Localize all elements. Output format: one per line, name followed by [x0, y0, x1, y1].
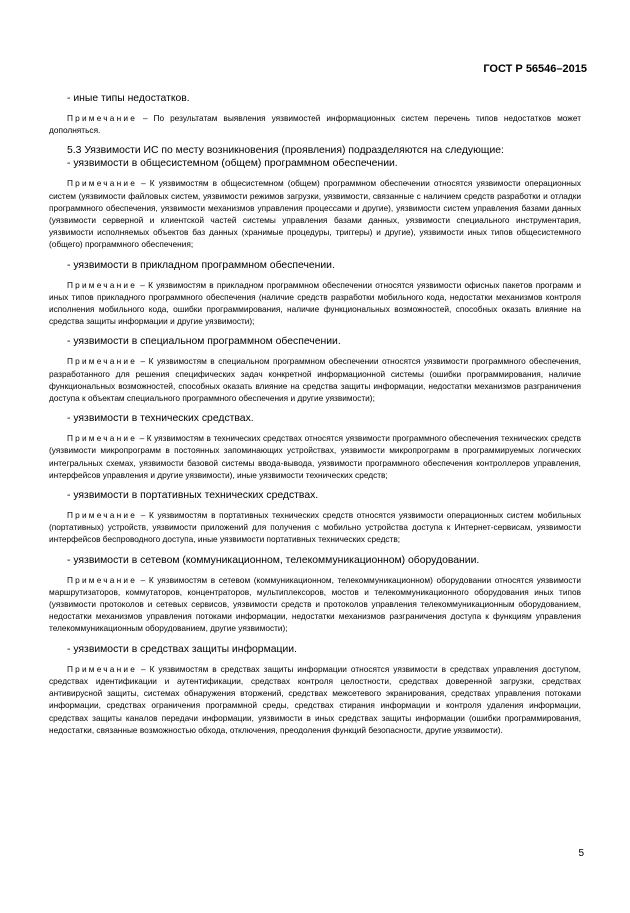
note-label: Примечание: [67, 574, 138, 585]
note-text: – К уязвимостям в сетевом (коммуникационном, телекоммуникационном) оборудовании относятся уязвимости маршрутизаторов, коммутаторов, концентраторов, мультиплексоров, мостов и телекоммуникационного оборудования иных типов (уязвимости протоколов и сетевых сервисов, уязвимости средств и протоколов управления телекоммуникационным оборудованием, недостатки механизмов управления потоками информации, недостатки механизмов разграничения доступа к функциям управления телекоммуникационным оборудованием, другие уязвимости);: [49, 574, 581, 634]
list-item: - уязвимости в портативных технических средствах.: [67, 490, 319, 502]
note-label: Примечание: [67, 433, 138, 444]
note-label: Примечание: [67, 113, 138, 123]
list-item: - иные типы недостатков.: [67, 93, 190, 104]
note-text: – К уязвимостям в портативных технических средств относятся уязвимости операционных систем мобильных (портативных) устройств, уязвимости приложений для получения с мобильно устройства доступа к Интернет-сервисам, уязвимости интерфейсов беспроводного доступа, иные уязвимости портативных технических средств;: [49, 510, 581, 545]
list-item: - уязвимости в сетевом (коммуникационном, телекоммуникационном) оборудовании.: [67, 554, 480, 566]
note: [49, 355, 581, 404]
list-item: - уязвимости в специальном программном обеспечении.: [67, 336, 341, 348]
note: [49, 112, 581, 136]
note-label: Примечание: [67, 178, 138, 189]
note-label: Примечание: [67, 356, 138, 367]
note-text: – К уязвимостям в общесистемном (общем) программном обеспечении относятся уязвимости операционных систем (уязвимости файловых систем, уязвимости режимов загрузки, уязвимости, связанные с наличием средств разработки и отладки программного обеспечения, уязвимости механизмов управления процессами и другие), уязвимости систем управления базами данных (уязвимости серверной и клиентской частей системы управления базами данных, уязвимости специального инструментария, уязвимости исполняемых объектов баз данных (хранимые процедуры, триггеры) и другие), уязвимости иных типов общесистемного (общего) программного обеспечения;: [49, 178, 581, 250]
note-text: – По результатам выявления уязвимостей информационных систем перечень типов недостатков может дополняться.: [49, 113, 581, 136]
list-item: - уязвимости в технических средствах.: [67, 413, 254, 425]
note: [49, 574, 581, 635]
section-paragraph: [49, 144, 581, 170]
note: [49, 177, 581, 250]
note-label: Примечание: [67, 663, 138, 674]
note: [49, 663, 581, 736]
list-item: - уязвимости в средствах защиты информации.: [67, 643, 297, 655]
document-code: ГОСТ Р 56546–2015: [483, 63, 587, 75]
note: [49, 432, 581, 481]
note: [49, 509, 581, 546]
list-item: - уязвимости в прикладном программном обеспечении.: [67, 259, 335, 271]
page-body: [49, 92, 581, 744]
section-text: 5.3 Уязвимости ИС по месту возникновения (проявления) подразделяются на следующие:: [67, 145, 504, 157]
note: [49, 279, 581, 328]
note-text: – К уязвимостям в прикладном программном обеспечении относятся уязвимости офисных пакетов программ и иных типов прикладного программного обеспечения (наличие средств разработки мобильного кода, недостатки механизмов контроля исполнения мобильного кода, ошибки программирования, наличие функциональных возможностей, способных оказать влияние на средства защиты информации и другие уязвимости);: [49, 279, 581, 327]
list-item: - уязвимости в общесистемном (общем) программном обеспечении.: [67, 158, 398, 170]
note-label: Примечание: [67, 510, 138, 521]
page-number: 5: [578, 848, 584, 859]
note-text: – К уязвимостям в средствах защиты информации относятся уязвимости в средствах управления доступом, средствах идентификации и аутентификации, средствах контроля целостности, средствах доверенной загрузки, средствах антивирусной защиты, системах обнаружения вторжений, средствах межсетевого экранирования, средствах управления потоками информации, средствах ограничения программной среды, средствах стирания информации и контроля удаления информации, средствах защиты каналов передачи информации, уязвимости в иных средствах защиты информации (ошибки программирования, недостатки, связанные возможностью обхода, отключения, преодоления функций безопасности, другие уязвимости).: [49, 663, 581, 735]
note-text: – К уязвимостям в специальном программном обеспечении относятся уязвимости программного обеспечения, разработанного для решения специфических задач конкретной информационной системы (ошибки программирования, наличие функциональных возможностей, способных оказать влияние на средства защиты информации, недостатки механизмов разграничения доступа к объектам специального программного обеспечения и другие уязвимости);: [49, 356, 581, 404]
note-label: Примечание: [67, 279, 138, 290]
note-text: – К уязвимостям в технических средствах относятся уязвимости программного обеспечения технических средств (уязвимости микропрограмм в постоянных запоминающих устройствах, уязвимости микропрограмм в программируемых логических интегральных схемах, уязвимости базовой системы ввода-вывода, уязвимости программного обеспечения контроллеров управления, интерфейсов управления и другие уязвимости), иные уязвимости технических средств;: [49, 433, 581, 480]
